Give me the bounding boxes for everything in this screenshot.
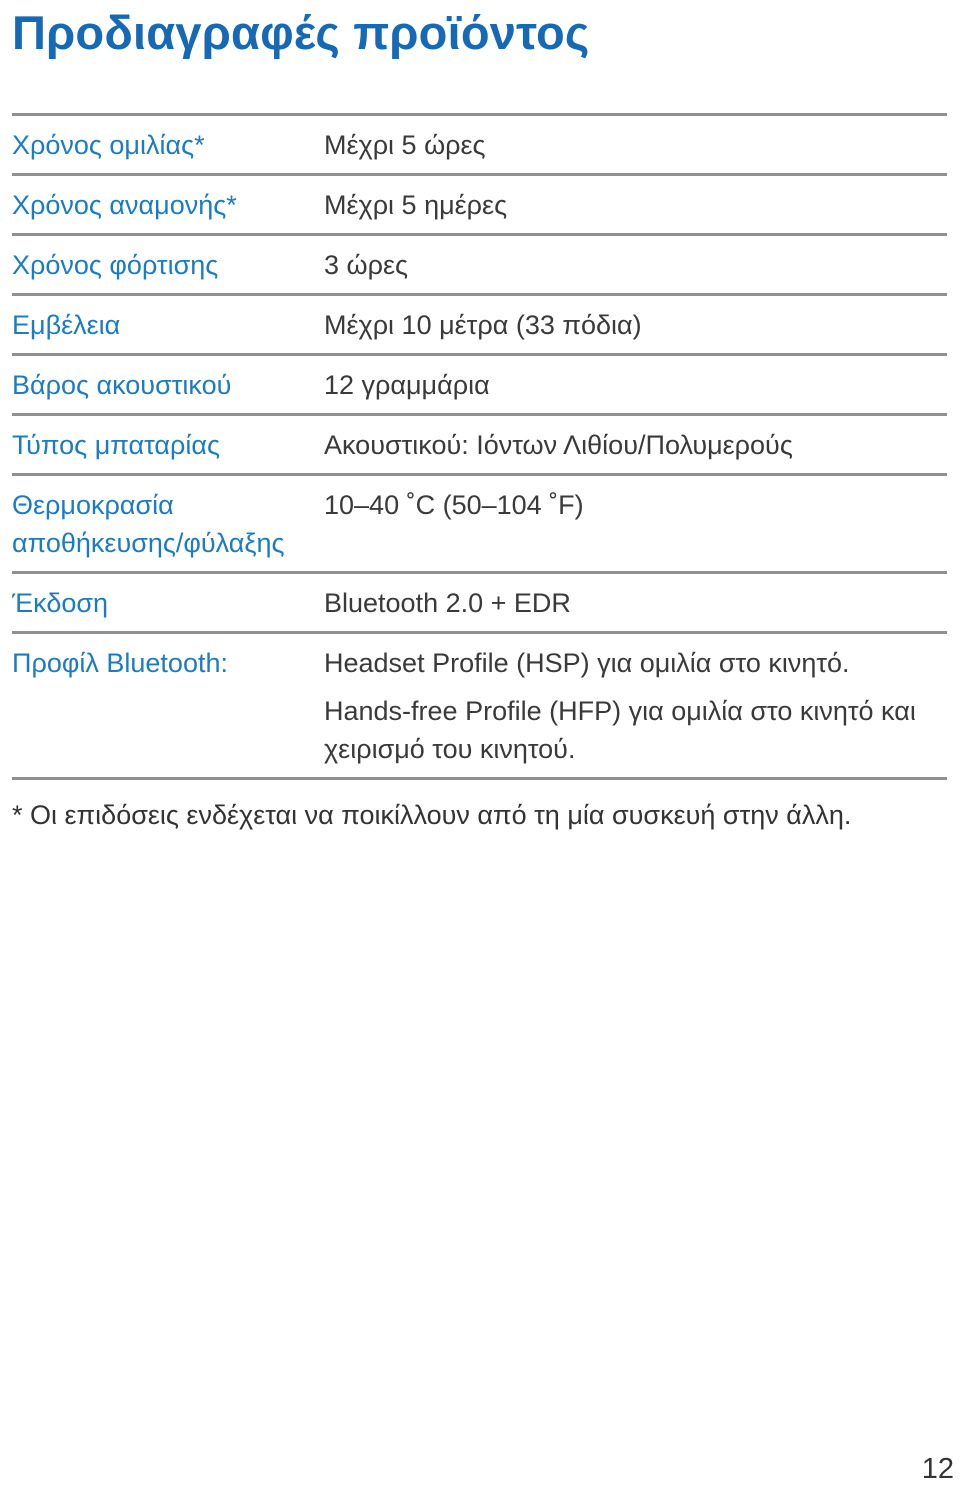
spec-label: Θερμοκρασία αποθήκευσης/φύλαξης bbox=[12, 490, 285, 558]
footnote: * Οι επιδόσεις ενδέχεται να ποικίλλουν από τη μία συσκευή στην άλλη. bbox=[12, 800, 852, 830]
spec-value bbox=[324, 186, 947, 224]
spec-value-line: 12 γραμμάρια bbox=[324, 370, 490, 400]
spec-label: Χρόνος αναμονής* bbox=[12, 190, 237, 220]
spec-row-version bbox=[12, 574, 947, 634]
spec-value bbox=[324, 366, 947, 404]
spec-value bbox=[324, 426, 947, 464]
spec-value-line: Headset Profile (HSP) για ομιλία στο κινητό. bbox=[324, 648, 850, 678]
spec-row-range bbox=[12, 296, 947, 356]
spec-value bbox=[324, 584, 947, 622]
spec-label: Εμβέλεια bbox=[12, 310, 121, 340]
spec-value-line: Ακουστικού: Ιόντων Λιθίου/Πολυμερούς bbox=[324, 430, 793, 460]
spec-label: Έκδοση bbox=[12, 588, 109, 618]
page-number: 12 bbox=[921, 1453, 954, 1485]
spec-value bbox=[324, 126, 947, 164]
spec-label: Χρόνος φόρτισης bbox=[12, 250, 219, 280]
spec-label: Χρόνος ομιλίας* bbox=[12, 130, 205, 160]
spec-row-standby-time bbox=[12, 176, 947, 236]
page-title: Προδιαγραφές προϊόντος bbox=[12, 6, 590, 59]
spec-value-line: Μέχρι 5 ώρες bbox=[324, 130, 486, 160]
spec-row-battery-type bbox=[12, 416, 947, 476]
spec-row-charging-time bbox=[12, 236, 947, 296]
spec-value-line: Bluetooth 2.0 + EDR bbox=[324, 588, 571, 618]
spec-row-talk-time bbox=[12, 116, 947, 176]
spec-value bbox=[324, 486, 947, 562]
spec-value-line: Hands-free Profile (HFP) για ομιλία στο κινητό και χειρισμό του κινητού. bbox=[324, 696, 916, 764]
spec-row-weight bbox=[12, 356, 947, 416]
spec-value-line: Μέχρι 10 μέτρα (33 πόδια) bbox=[324, 310, 642, 340]
spec-value-line: 3 ώρες bbox=[324, 250, 409, 280]
spec-label: Προφίλ Bluetooth: bbox=[12, 648, 228, 678]
spec-value-line: 10–40 ˚C (50–104 ˚F) bbox=[324, 490, 584, 520]
spec-value bbox=[324, 306, 947, 344]
spec-row-storage-temperature bbox=[12, 476, 947, 574]
spec-label: Τύπος μπαταρίας bbox=[12, 430, 220, 460]
spec-table bbox=[12, 113, 947, 780]
spec-label: Βάρος ακουστικού bbox=[12, 370, 232, 400]
spec-value bbox=[324, 246, 947, 284]
spec-row-bluetooth-profiles bbox=[12, 634, 947, 780]
spec-value bbox=[324, 644, 947, 768]
spec-value-line: Μέχρι 5 ημέρες bbox=[324, 190, 508, 220]
